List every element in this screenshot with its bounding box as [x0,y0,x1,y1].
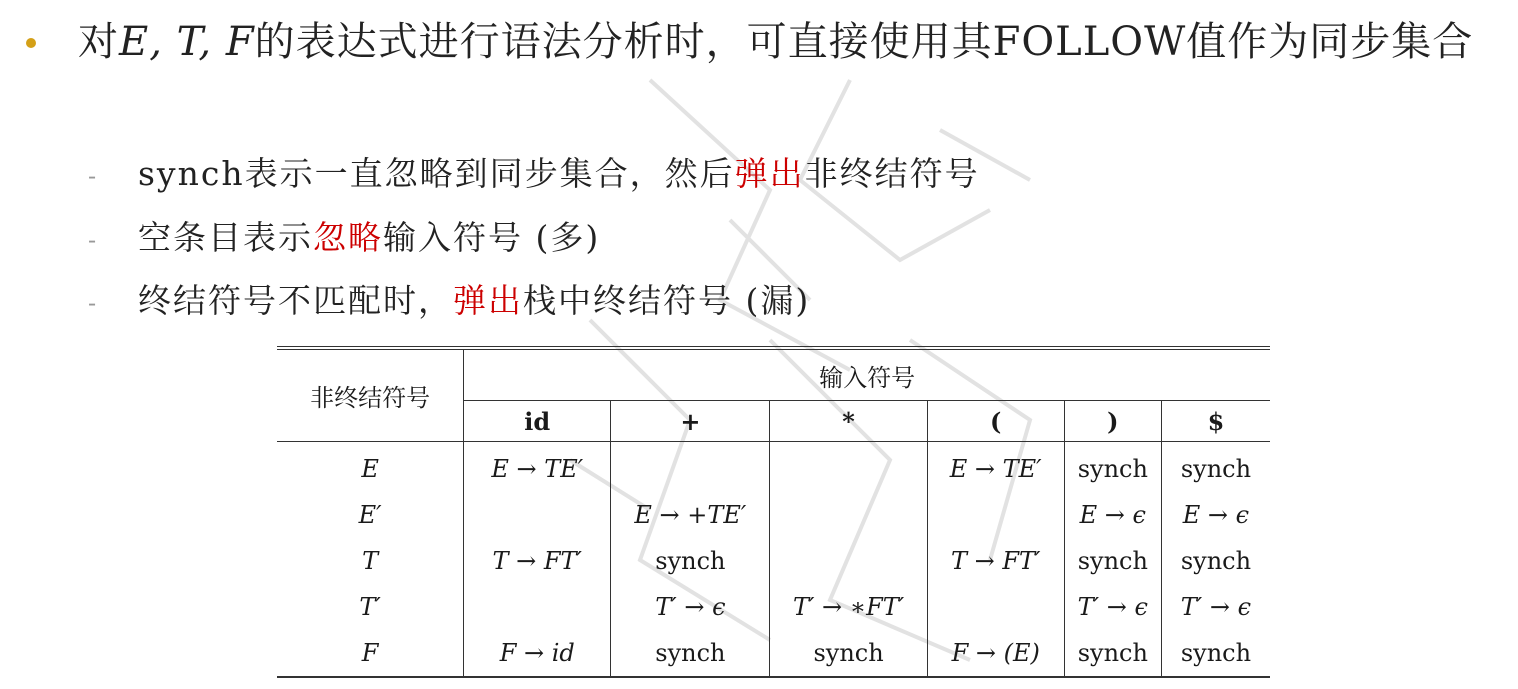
table-cell: synch [1064,630,1161,677]
nonterminal-cell: E [277,442,464,493]
table-row [277,630,1270,677]
table-cell: E → TE′ [927,442,1064,493]
table-cell [927,584,1064,630]
terminal-header: $ [1161,401,1270,442]
sub-bullet-highlight: 弹出 [453,281,523,320]
bullet-dot [26,38,36,48]
nonterminal-cell: T [277,538,464,584]
table-cell: synch [1064,538,1161,584]
sub-bullet-highlight: 弹出 [734,154,805,193]
sub-bullet-dash: - [88,289,99,317]
table-cell [611,442,770,493]
table-cell: synch [770,630,927,677]
sub-bullet-text: 非终结符号 [804,154,980,193]
table-cell: T′ → ∗FT′ [770,584,927,630]
sub-bullet-1 [88,153,980,197]
sub-bullet-text: 终结符号不匹配时， [138,281,453,320]
input-symbol-header: 输入符号 [819,363,916,392]
table-cell: synch [1161,630,1270,677]
table-cell: T → FT′ [927,538,1064,584]
table-cell [464,584,611,630]
terminal-header: ( [927,401,1064,442]
table-cell: T′ → ϵ [1161,584,1270,630]
table-cell [927,492,1064,538]
main-bullet-prefix: 对 [78,19,119,65]
table-cell [770,492,927,538]
table-cell [464,492,611,538]
sub-bullet-text: 空条目表示 [138,218,313,257]
main-bullet-symbols: E, T, F [119,19,255,65]
main-bullet-suffix: 的表达式进行语法分析时，可直接使用其FOLLOW值作为同步集合 [254,19,1474,65]
table-row [277,492,1270,538]
table-cell: synch [1064,442,1161,493]
table-cell: T → FT′ [492,547,582,575]
table-cell: F → (E) [927,630,1064,677]
table-cell [770,538,927,584]
nonterminal-cell: T′ [277,584,464,630]
terminal-header: id [464,401,611,442]
table-cell: synch [1161,538,1270,584]
table-cell: synch [611,538,770,584]
sub-bullet-3 [88,280,810,324]
main-bullet-text [78,14,1498,70]
nonterminal-header: 非终结符号 [277,348,464,442]
table-cell: synch [611,630,770,677]
terminal-header: + [611,401,770,442]
parse-table [277,346,1270,678]
table-row [277,584,1270,630]
table-cell: synch [1161,442,1270,493]
sub-bullet-dash: - [88,226,99,254]
table-cell: E → ϵ [1161,492,1270,538]
table-cell: E → +TE′ [611,492,770,538]
table-row [277,538,1270,584]
nonterminal-cell: F [277,630,464,677]
sub-bullet-2 [88,217,600,261]
terminal-header: ) [1064,401,1161,442]
table-cell: T′ → ϵ [611,584,770,630]
sub-bullet-highlight: 忽略 [313,218,383,257]
nonterminal-cell: E′ [277,492,464,538]
table-row [277,442,1270,493]
sub-bullet-dash: - [88,162,99,190]
table-cell: E → ϵ [1064,492,1161,538]
sub-bullet-text: 栈中终结符号 (漏) [523,281,811,320]
table-cell: T′ → ϵ [1064,584,1161,630]
parse-table-container [277,346,1270,678]
sub-bullet-text: synch表示一直忽略到同步集合，然后 [138,154,735,193]
table-cell: E → TE′ [491,455,584,483]
table-cell [770,442,927,493]
table-cell: F → id [499,639,575,667]
sub-bullet-text: 输入符号 (多) [383,218,601,257]
terminal-header: * [770,401,927,442]
